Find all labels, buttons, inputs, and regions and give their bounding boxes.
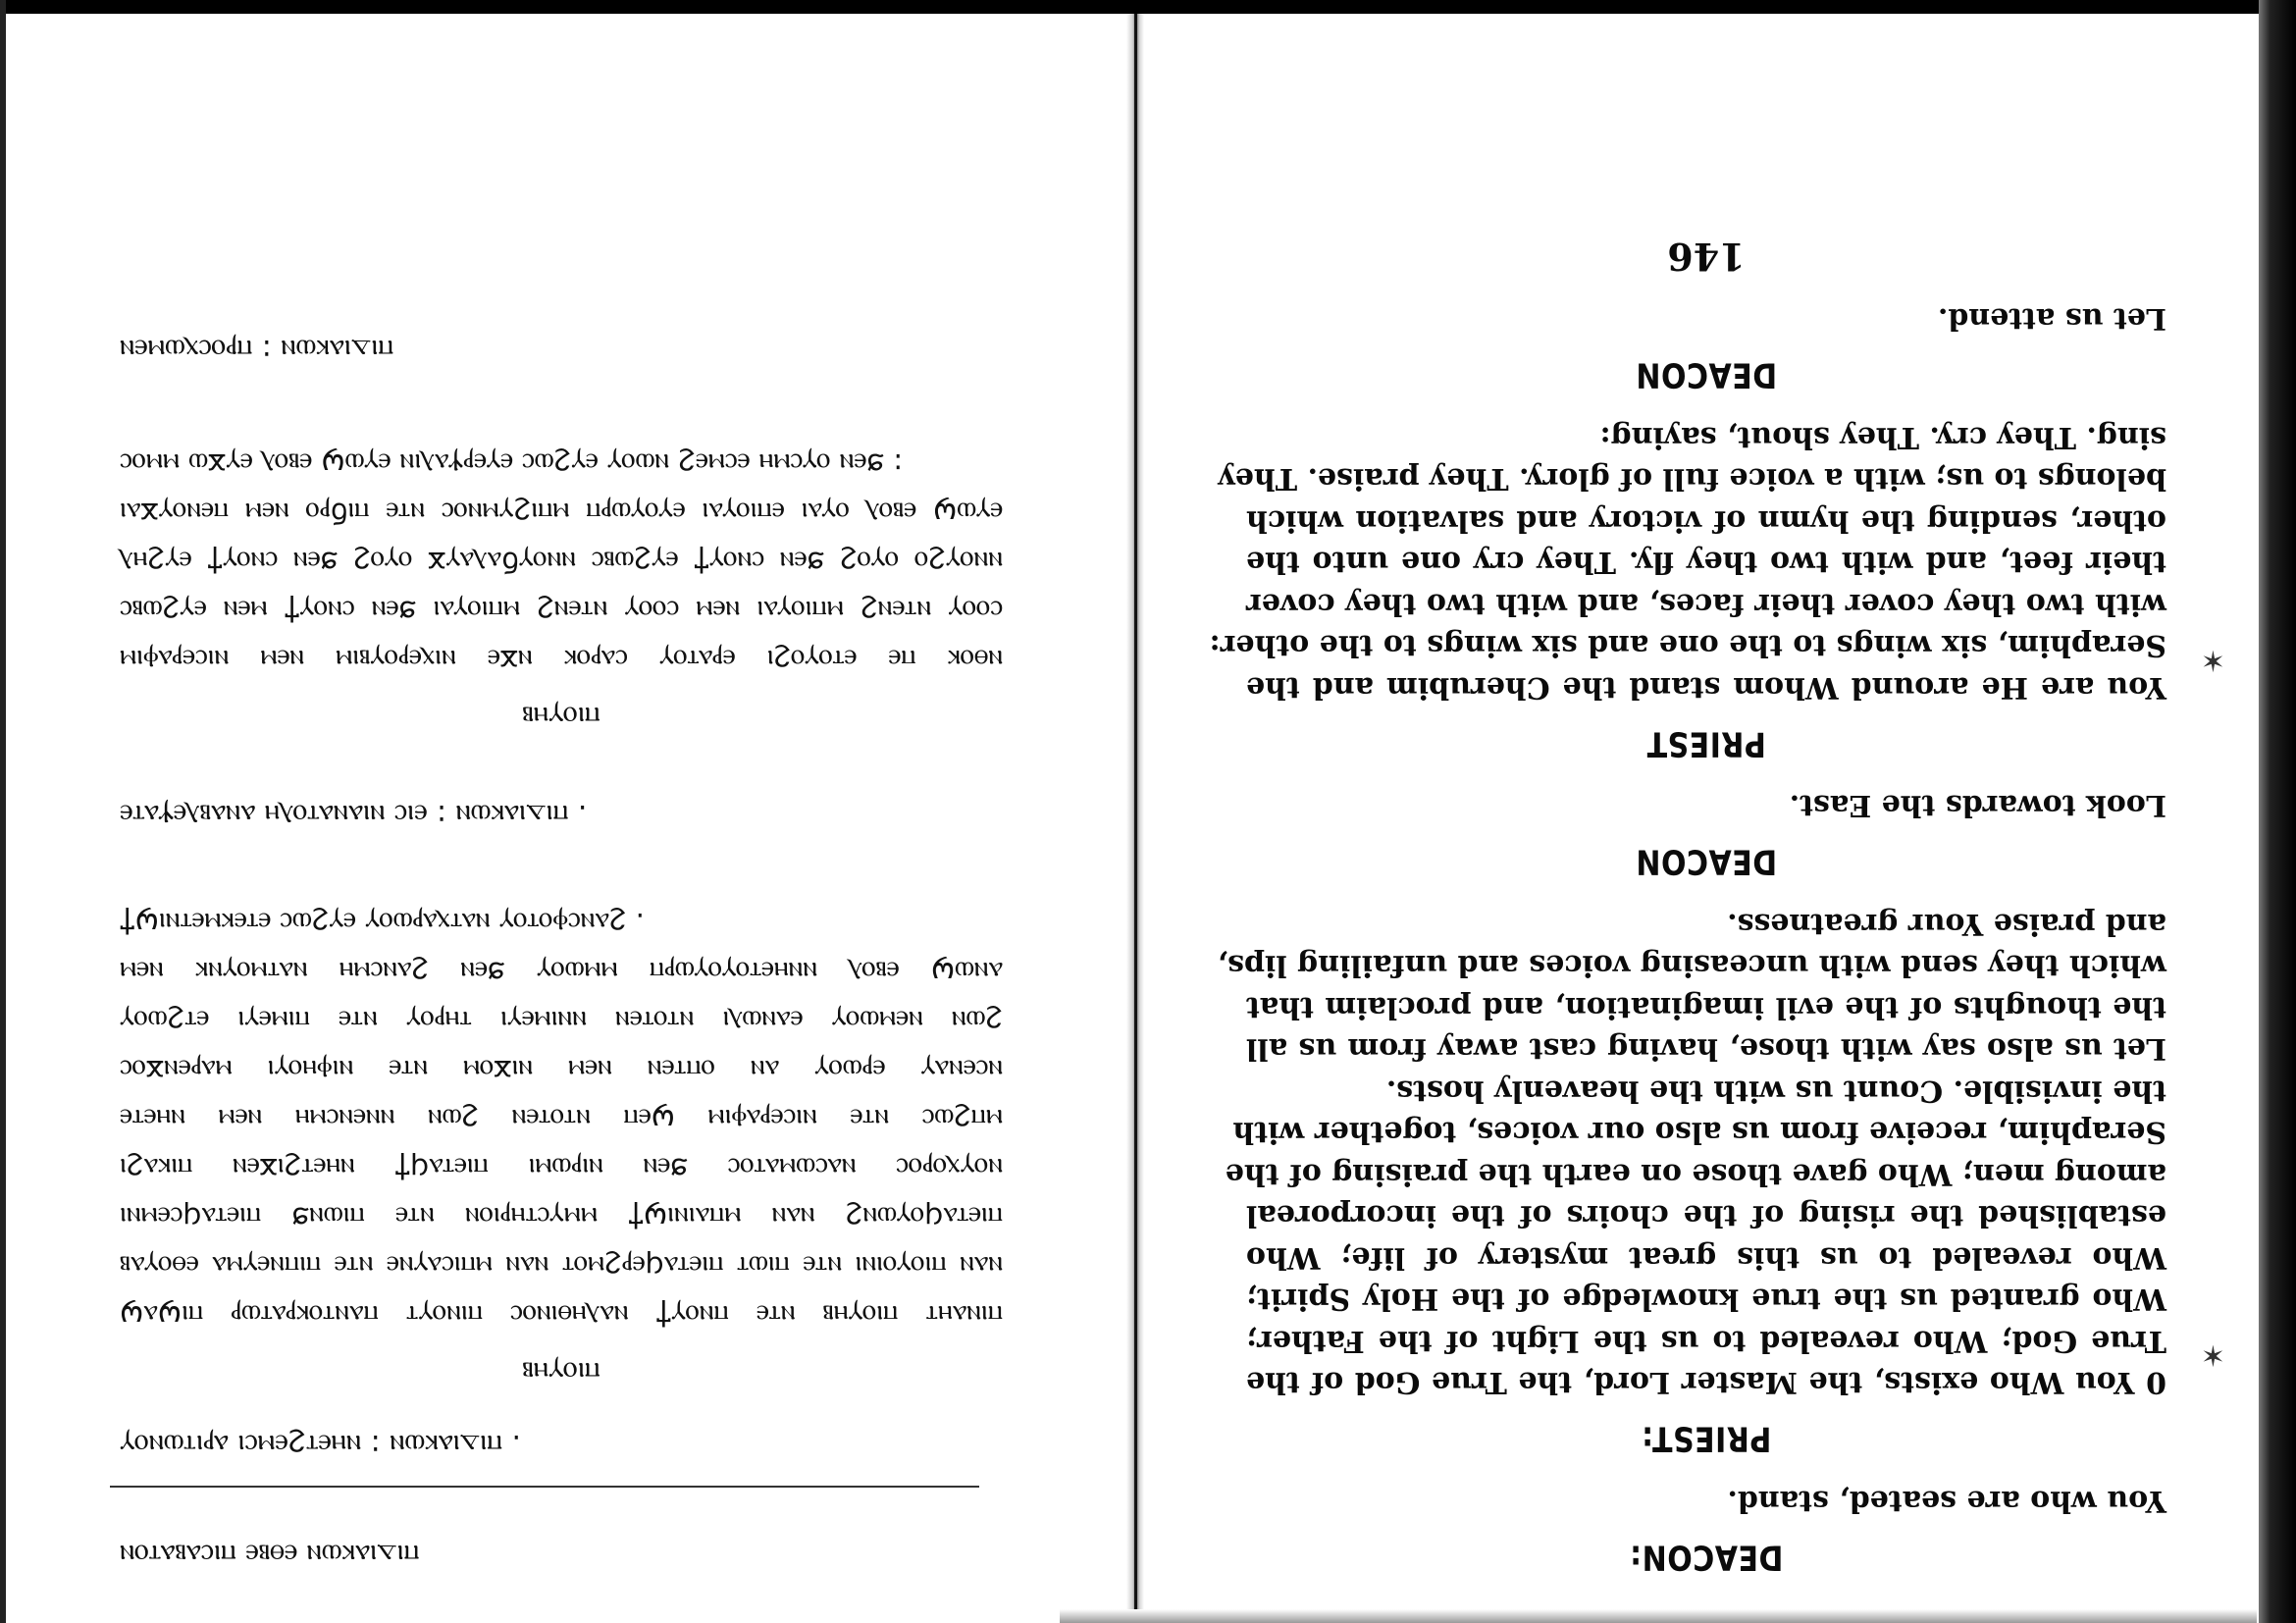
right-page xyxy=(1148,14,2257,1623)
block-1-role: ⲡⲓⲟⲩⲏⲃ xyxy=(522,1355,600,1389)
page-number: 146 xyxy=(1667,235,1746,279)
text-line: You are He around Whom stand the Cherubim and the xyxy=(1246,670,2166,705)
section-label-deacon: DEACON xyxy=(1635,354,1778,395)
block-2-line: ϧⲉⲛ ⲟⲩⲥⲙⲏ ⲉⲥⲙⲉϩ ⲛⲱⲟⲩ ⲉⲩϩⲱⲥ ⲉⲩⲉⲣⲯⲁⲗⲓⲛ ⲉⲩⲱϣ ⲉⲃⲟⲗ ⲉⲩϫⲱ ⲙⲙⲟⲥ : xyxy=(120,447,904,481)
book-spine-line xyxy=(1134,14,1137,1623)
block-1-line: ⲛⲟⲩⲭⲟⲣⲟⲥ ⲛⲁⲥⲱⲙⲁⲧⲟⲥ ϧⲉⲛ ⲛⲓⲣⲱⲙⲓ ⲡⲓⲉⲧⲁϥϯ ⲛⲏⲉⲧϩⲓϫⲉⲛ ⲡⲓⲕⲁϩⲓ xyxy=(120,1152,1003,1185)
left-bottom-line: ⲡⲓⲇⲓⲁⲕⲱⲛ : ⲡⲣⲟⲥⲭⲱⲙⲉⲛ xyxy=(120,333,394,367)
section-label-priest: PRIEST: xyxy=(1641,1418,1772,1459)
scan-top-edge xyxy=(0,0,2296,14)
text-line: established the rising of the choirs of the incorporeal xyxy=(1246,1198,2166,1233)
block-1-line: ⲡⲓⲛⲁⲏⲧ ⲡⲓⲟⲩⲏⲃ ⲛⲧⲉ ⲡⲛⲟⲩϯ ⲛⲁⲗⲏⲑⲓⲛⲟⲥ ⲡⲓⲛⲟⲩⲧ ⲡⲁⲛⲧⲟⲕⲣⲁⲧⲱⲣ ⲡⲓϣⲁϣ xyxy=(120,1299,1003,1333)
text-line: Seraphim, receive from us also our voices, together with xyxy=(1232,1115,2166,1150)
text-line: the thoughts of the evil imagination, and proclaim that xyxy=(1246,990,2166,1024)
left-top-line: ⲡⲓⲇⲓⲁⲕⲱⲛ ⲉⲑⲃⲉ ⲡⲓⲥⲁⲃⲁⲧⲟⲛ xyxy=(120,1538,420,1572)
text-line: sing. They cry. They shout, saying: xyxy=(1599,420,2166,454)
text-line: Who granted us the true knowledge of the Holy Spirit; xyxy=(1246,1282,2166,1317)
text-line: Let us attend. xyxy=(1937,301,2166,337)
block-2-role: ⲡⲓⲟⲩⲏⲃ xyxy=(522,700,600,734)
margin-mark-icon: ✶ xyxy=(2200,1337,2225,1372)
block-2-heading: ⲡⲓⲇⲓⲁⲕⲱⲛ : ⲉⲓⲥ ⲛⲓⲁⲛⲁⲧⲟⲗⲏ ⲁⲛⲁⲃⲗⲉⲯⲁⲧⲉ . xyxy=(120,798,588,832)
block-1-line: ϩⲁⲛⲥⲫⲟⲧⲟⲩ ⲛⲁⲧⲭⲁⲣⲱⲟⲩ ⲉⲩϩⲱⲥ ⲉⲧⲉⲕⲙⲉⲧⲛⲓϣϯ . xyxy=(120,907,645,940)
text-line: Look towards the East. xyxy=(1789,788,2166,823)
text-line: Who revealed to us this great mystery of life; Who xyxy=(1246,1240,2166,1275)
text-line: their feet, and with two they fly. They cry one unto the xyxy=(1246,545,2166,580)
block-1-line: ⲡⲓⲉⲧⲁϥⲟⲩⲱⲛϩ ⲛⲁⲛ ⲙⲡⲁⲓⲛⲓϣϯ ⲙⲙⲩⲥⲧⲏⲣⲓⲟⲛ ⲛⲧⲉ ⲡⲓⲱⲛϧ ⲡⲓⲉⲧⲁϥⲥⲉⲙⲛⲓ xyxy=(120,1201,1003,1234)
left-page-rule xyxy=(110,1486,979,1488)
block-1-line: ϩⲱⲛ ⲛⲉⲙⲱⲟⲩ ⲉⲁⲛⲱⲗⲓ ⲛⲧⲟⲧⲉⲛ ⲛⲛⲓⲙⲉⲩⲓ ⲧⲏⲣⲟⲩ ⲛⲧⲉ ⲡⲓⲙⲉⲩⲓ ⲉⲧϩⲱⲟⲩ xyxy=(120,1005,1003,1038)
left-page-text xyxy=(120,328,1003,1576)
text-line: You who are seated, stand. xyxy=(1727,1484,2166,1518)
scan-right-edge xyxy=(2259,0,2296,1623)
text-line: True God; Who revealed to us the Light of the Father; xyxy=(1246,1324,2166,1358)
text-line: with two they cover their faces, and with two they cover xyxy=(1246,587,2166,621)
section-label-priest: PRIEST xyxy=(1646,723,1766,763)
text-line: Let us also say with those, having cast away from us all xyxy=(1246,1031,2166,1067)
block-1-line: ⲙⲡϩⲱⲥ ⲛⲧⲉ ⲛⲓⲥⲉⲣⲁⲫⲓⲙ ϣⲉⲡ ⲛⲧⲟⲧⲉⲛ ϩⲱⲛ ⲛⲛⲉⲛⲥⲙⲏ ⲛⲉⲙ ⲛⲏⲉⲧⲉ xyxy=(120,1103,1003,1136)
block-2-line: ⲛⲑⲟⲕ ⲡⲉ ⲉⲧⲟⲩⲟϩⲓ ⲉⲣⲁⲧⲟⲩ ⲥⲁⲣⲟⲕ ⲛϫⲉ ⲛⲓⲭⲉⲣⲟⲩⲃⲓⲙ ⲛⲉⲙ ⲛⲓⲥⲉⲣⲁⲫⲓⲙ xyxy=(120,644,1003,677)
block-2-line: ⲛⲛⲟⲩϩⲟ ⲟⲩⲟϩ ϧⲉⲛ ⲥⲛⲟⲩϯ ⲉⲩϩⲱⲃⲥ ⲛⲛⲟⲩϭⲁⲗⲁⲩϫ ⲟⲩⲟϩ ϧⲉⲛ ⲥⲛⲟⲩϯ ⲉⲩϩⲏⲗ xyxy=(120,546,1003,579)
text-line: among men; Who gave those on earth the praising of the xyxy=(1225,1157,2166,1191)
block-1-line: ⲛⲥⲉⲛⲁⲩ ⲉⲣⲱⲟⲩ ⲁⲛ ⲟⲡⲧⲉⲛ ⲛⲉⲙ ⲛⲓϫⲟⲙ ⲛⲧⲉ ⲛⲓⲫⲏⲟⲩⲓ ⲙⲁⲣⲉⲛϫⲟⲥ xyxy=(120,1054,1003,1087)
block-1-line: ⲁⲛⲱϣ ⲉⲃⲟⲗ ⲛⲛⲏⲉⲧⲟⲩⲟⲩⲱⲣⲡ ⲙⲙⲱⲟⲩ ϧⲉⲛ ϩⲁⲛⲥⲙⲏ ⲛⲁⲧⲙⲟⲩⲛⲕ ⲛⲉⲙ xyxy=(120,956,1003,989)
left-page xyxy=(0,14,1126,1623)
text-line: Seraphim, six wings to the one and six wings to the other: xyxy=(1209,628,2166,663)
block-1-heading: ⲡⲓⲇⲓⲁⲕⲱⲛ : ⲛⲏⲉⲧϩⲉⲙⲥⲓ ⲁⲣⲓⲧⲱⲛⲟⲩ . xyxy=(120,1428,522,1462)
section-label-deacon: DEACON xyxy=(1635,841,1778,882)
block-1-line: ⲛⲁⲛ ⲡⲓⲟⲩⲟⲓⲛⲓ ⲛⲧⲉ ⲡⲓⲱⲧ ⲡⲓⲉⲧⲁϥⲉⲣϩⲙⲟⲧ ⲛⲁⲛ ⲙⲡⲓⲥⲁⲩⲛⲉ ⲛⲧⲉ ⲡⲓⲡⲛⲉⲩⲙⲁ ⲉⲑⲟⲩⲁⲃ xyxy=(120,1250,1003,1283)
text-line: 0 You Who exists, the Master Lord, the True God of the xyxy=(1246,1365,2166,1400)
text-line: the invisible. Count us with the heavenly hosts. xyxy=(1385,1073,2166,1108)
text-line: which they send with unceasing voices and unfailing lips, xyxy=(1217,948,2166,983)
text-line: belongs to us; with a voice full of glory. They praise. They xyxy=(1218,461,2166,497)
block-2-line: ⲥⲟⲟⲩ ⲛⲧⲉⲛϩ ⲙⲡⲓⲟⲩⲁⲓ ⲛⲉⲙ ⲥⲟⲟⲩ ⲛⲧⲉⲛϩ ⲙⲡⲓⲟⲩⲁⲓ ϧⲉⲛ ⲥⲛⲟⲩϯ ⲙⲉⲛ ⲉⲩϩⲱⲃⲥ xyxy=(120,595,1003,628)
block-2-line: ⲉⲩⲱϣ ⲉⲃⲟⲗ ⲟⲩⲁⲓ ⲉⲡⲓⲟⲩⲁⲓ ⲉⲩⲟⲩⲱⲣⲡ ⲙⲡⲓϩⲩⲙⲛⲟⲥ ⲛⲧⲉ ⲡⲓϭⲣⲟ ⲛⲉⲙ ⲡⲉⲛⲟⲩϫⲁⲓ xyxy=(120,497,1003,530)
section-label-deacon: DEACON: xyxy=(1629,1537,1784,1577)
right-page-text xyxy=(1209,195,2166,1577)
text-line: and praise Your greatness. xyxy=(1727,907,2166,941)
text-line: other, sending the hymn of victory and salvation which xyxy=(1246,503,2166,538)
margin-mark-icon: ✶ xyxy=(2200,643,2225,677)
